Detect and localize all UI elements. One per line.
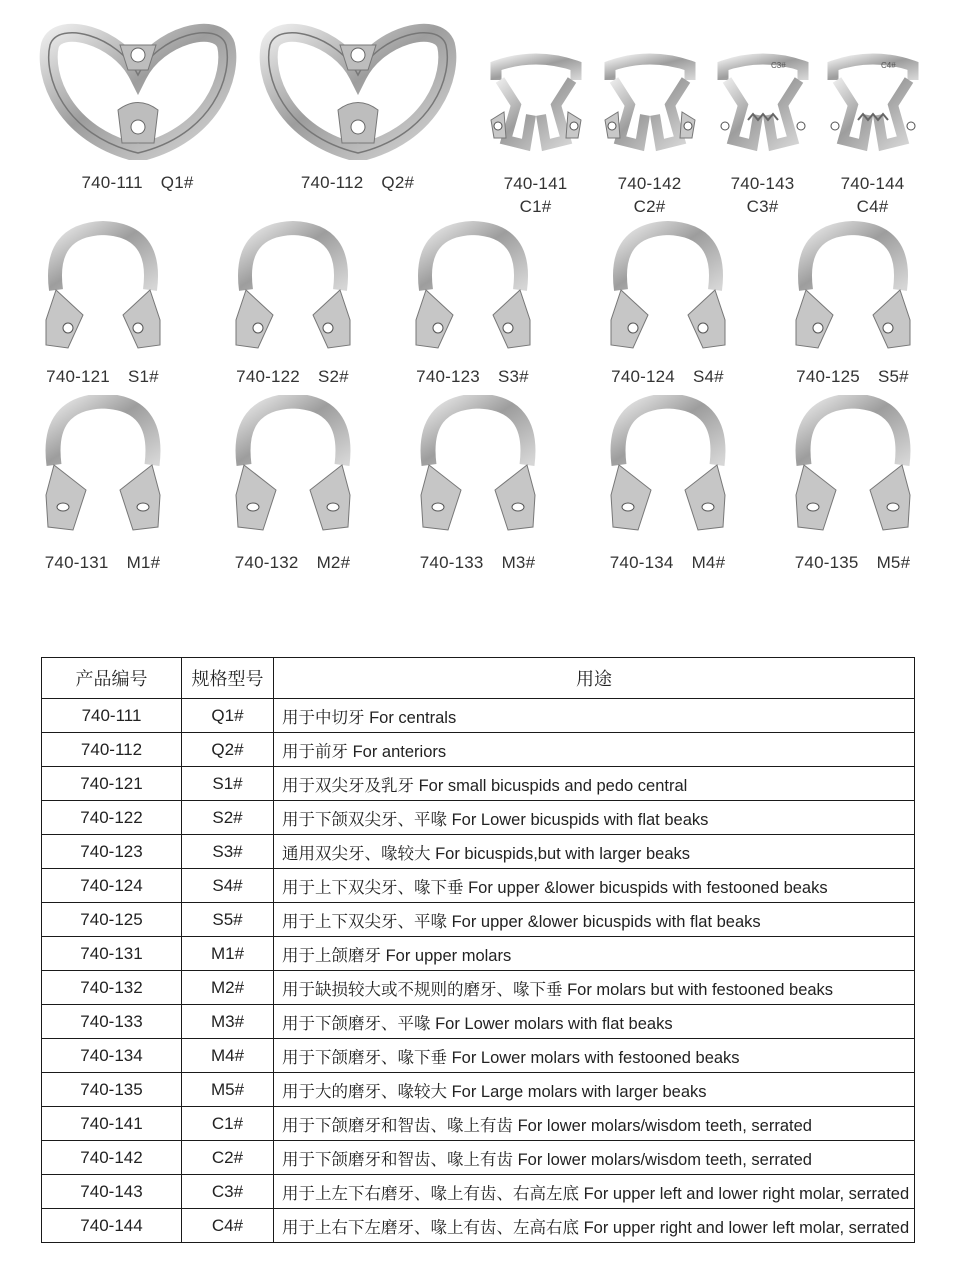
table-row: [42, 1175, 915, 1209]
clamp-item: [250, 15, 465, 195]
molar-clamp-image: [38, 395, 168, 540]
clamp-image: [823, 50, 923, 160]
table-row: [42, 1039, 915, 1073]
spec-model-cell: S1#: [182, 767, 274, 801]
spec-model-cell: C1#: [182, 1107, 274, 1141]
product-code-cell: 740-132: [42, 971, 182, 1005]
table-row: [42, 699, 915, 733]
butterfly-clamp-image: [38, 15, 238, 160]
clamp-label: 740-122 S2#: [236, 367, 349, 386]
spec-model-cell: C4#: [182, 1209, 274, 1243]
product-code-cell: 740-111: [42, 699, 182, 733]
clamp-label: 740-123 S3#: [416, 367, 529, 386]
table-row: [42, 1107, 915, 1141]
usage-cell: 用于下颌磨牙、喙下垂 For Lower molars with festooned beaks: [274, 1039, 915, 1073]
clamp-item: [35, 395, 170, 580]
bicuspid-clamp-image: [603, 220, 733, 360]
product-code-cell: 740-124: [42, 869, 182, 903]
table-row: [42, 971, 915, 1005]
clamp-image: [486, 50, 586, 160]
svg-text:C3#: C3#: [770, 61, 786, 70]
usage-cell: 用于上下双尖牙、喙下垂 For upper &lower bicuspids with festooned beaks: [274, 869, 915, 903]
table-row: [42, 1141, 915, 1175]
product-code-cell: 740-134: [42, 1039, 182, 1073]
spec-model-cell: M2#: [182, 971, 274, 1005]
clamp-label: 740-125 S5#: [796, 367, 909, 386]
product-code-cell: 740-131: [42, 937, 182, 971]
table-row: [42, 1073, 915, 1107]
usage-cell: 用于上下双尖牙、平喙 For upper &lower bicuspids with flat beaks: [274, 903, 915, 937]
butterfly-clamp-image: [258, 15, 458, 160]
clamp-label: 740-134 M4#: [609, 553, 726, 572]
table-body: [42, 699, 915, 1243]
product-code-cell: 740-121: [42, 767, 182, 801]
clamp-item: [225, 395, 360, 580]
clamp-item: [30, 15, 245, 195]
usage-cell: 用于下颌磨牙、平喙 For Lower molars with flat beaks: [274, 1005, 915, 1039]
clamp-label: 740-111 Q1#: [81, 173, 194, 192]
clamp-item: [600, 395, 735, 580]
clamp-item: [600, 220, 735, 395]
clamp-label: 740-135 M5#: [794, 553, 911, 572]
spec-model-cell: S3#: [182, 835, 274, 869]
clamp-label-code: 740-144: [840, 174, 905, 193]
usage-cell: 用于缺损较大或不规则的磨牙、喙下垂 For molars but with festooned beaks: [274, 971, 915, 1005]
spec-model-cell: Q2#: [182, 733, 274, 767]
clamp-label: 740-112 Q2#: [300, 173, 415, 192]
product-code-cell: 740-125: [42, 903, 182, 937]
clamp-label-code: 740-143: [730, 174, 795, 193]
bicuspid-clamp-image: [408, 220, 538, 360]
clamp-label-code: 740-142: [617, 174, 682, 193]
clamp-item: [785, 220, 920, 395]
clamp-item: [785, 395, 920, 580]
clamp-item: [478, 50, 593, 220]
usage-cell: 用于上左下右磨牙、喙上有齿、右高左底 For upper left and lower right molar, serrated: [274, 1175, 915, 1209]
usage-cell: 用于上颌磨牙 For upper molars: [274, 937, 915, 971]
clamp-label: 740-131 M1#: [44, 553, 161, 572]
clamp-label-size: C1#: [519, 197, 552, 216]
table-row: [42, 801, 915, 835]
molar-clamp-image: [788, 395, 918, 540]
molar-clamp-image: [413, 395, 543, 540]
header-usage: 用途: [274, 658, 915, 699]
bicuspid-clamp-image: [788, 220, 918, 360]
clamp-label-size: C3#: [746, 197, 779, 216]
clamp-label: 740-124 S4#: [611, 367, 724, 386]
bicuspid-clamp-image: [228, 220, 358, 360]
table-row: [42, 733, 915, 767]
usage-cell: 用于下颌双尖牙、平喙 For Lower bicuspids with flat beaks: [274, 801, 915, 835]
table-row: [42, 1209, 915, 1243]
clamp-label: 740-133 M3#: [419, 553, 536, 572]
table-row: [42, 835, 915, 869]
clamp-label-size: C2#: [633, 197, 666, 216]
usage-cell: 用于下颌磨牙和智齿、喙上有齿 For lower molars/wisdom teeth, serrated: [274, 1141, 915, 1175]
clamp-item: [225, 220, 360, 395]
table-row: [42, 903, 915, 937]
spec-model-cell: Q1#: [182, 699, 274, 733]
product-code-cell: 740-122: [42, 801, 182, 835]
product-code-cell: 740-133: [42, 1005, 182, 1039]
clamp-label: 740-132 M2#: [234, 553, 351, 572]
header-spec-model: 规格型号: [182, 658, 274, 699]
usage-cell: 通用双尖牙、喙较大 For bicuspids,but with larger beaks: [274, 835, 915, 869]
clamp-item: [705, 50, 820, 220]
clamp-label-size: C4#: [856, 197, 889, 216]
svg-text:C4#: C4#: [880, 61, 896, 70]
usage-cell: 用于双尖牙及乳牙 For small bicuspids and pedo central: [274, 767, 915, 801]
clamp-image: [600, 50, 700, 160]
spec-model-cell: M1#: [182, 937, 274, 971]
molar-clamp-image: [228, 395, 358, 540]
clamp-item: [410, 395, 545, 580]
table-row: [42, 1005, 915, 1039]
spec-table: [41, 657, 915, 1243]
spec-model-cell: S4#: [182, 869, 274, 903]
product-code-cell: 740-142: [42, 1141, 182, 1175]
spec-model-cell: S2#: [182, 801, 274, 835]
usage-cell: 用于大的磨牙、喙较大 For Large molars with larger beaks: [274, 1073, 915, 1107]
header-product-code: 产品编号: [42, 658, 182, 699]
usage-cell: 用于下颌磨牙和智齿、喙上有齿 For lower molars/wisdom teeth, serrated: [274, 1107, 915, 1141]
clamp-item: [35, 220, 170, 395]
spec-model-cell: M3#: [182, 1005, 274, 1039]
clamp-item: [405, 220, 540, 395]
spec-model-cell: M4#: [182, 1039, 274, 1073]
usage-cell: 用于前牙 For anteriors: [274, 733, 915, 767]
table-row: [42, 767, 915, 801]
clamp-item: [815, 50, 930, 220]
table-row: [42, 937, 915, 971]
product-code-cell: 740-123: [42, 835, 182, 869]
molar-clamp-image: [603, 395, 733, 540]
clamp-label-code: 740-141: [503, 174, 568, 193]
product-code-cell: 740-141: [42, 1107, 182, 1141]
spec-model-cell: C3#: [182, 1175, 274, 1209]
clamp-image: [713, 50, 813, 160]
spec-model-cell: M5#: [182, 1073, 274, 1107]
usage-cell: 用于上右下左磨牙、喙上有齿、左高右底 For upper right and lower left molar, serrated: [274, 1209, 915, 1243]
bicuspid-clamp-image: [38, 220, 168, 360]
table-header-row: [42, 658, 915, 699]
product-code-cell: 740-144: [42, 1209, 182, 1243]
clamp-label: 740-121 S1#: [46, 367, 159, 386]
product-code-cell: 740-143: [42, 1175, 182, 1209]
spec-model-cell: C2#: [182, 1141, 274, 1175]
clamp-gallery: [0, 0, 960, 600]
spec-model-cell: S5#: [182, 903, 274, 937]
clamp-item: [592, 50, 707, 220]
product-code-cell: 740-135: [42, 1073, 182, 1107]
product-code-cell: 740-112: [42, 733, 182, 767]
usage-cell: 用于中切牙 For centrals: [274, 699, 915, 733]
table-row: [42, 869, 915, 903]
